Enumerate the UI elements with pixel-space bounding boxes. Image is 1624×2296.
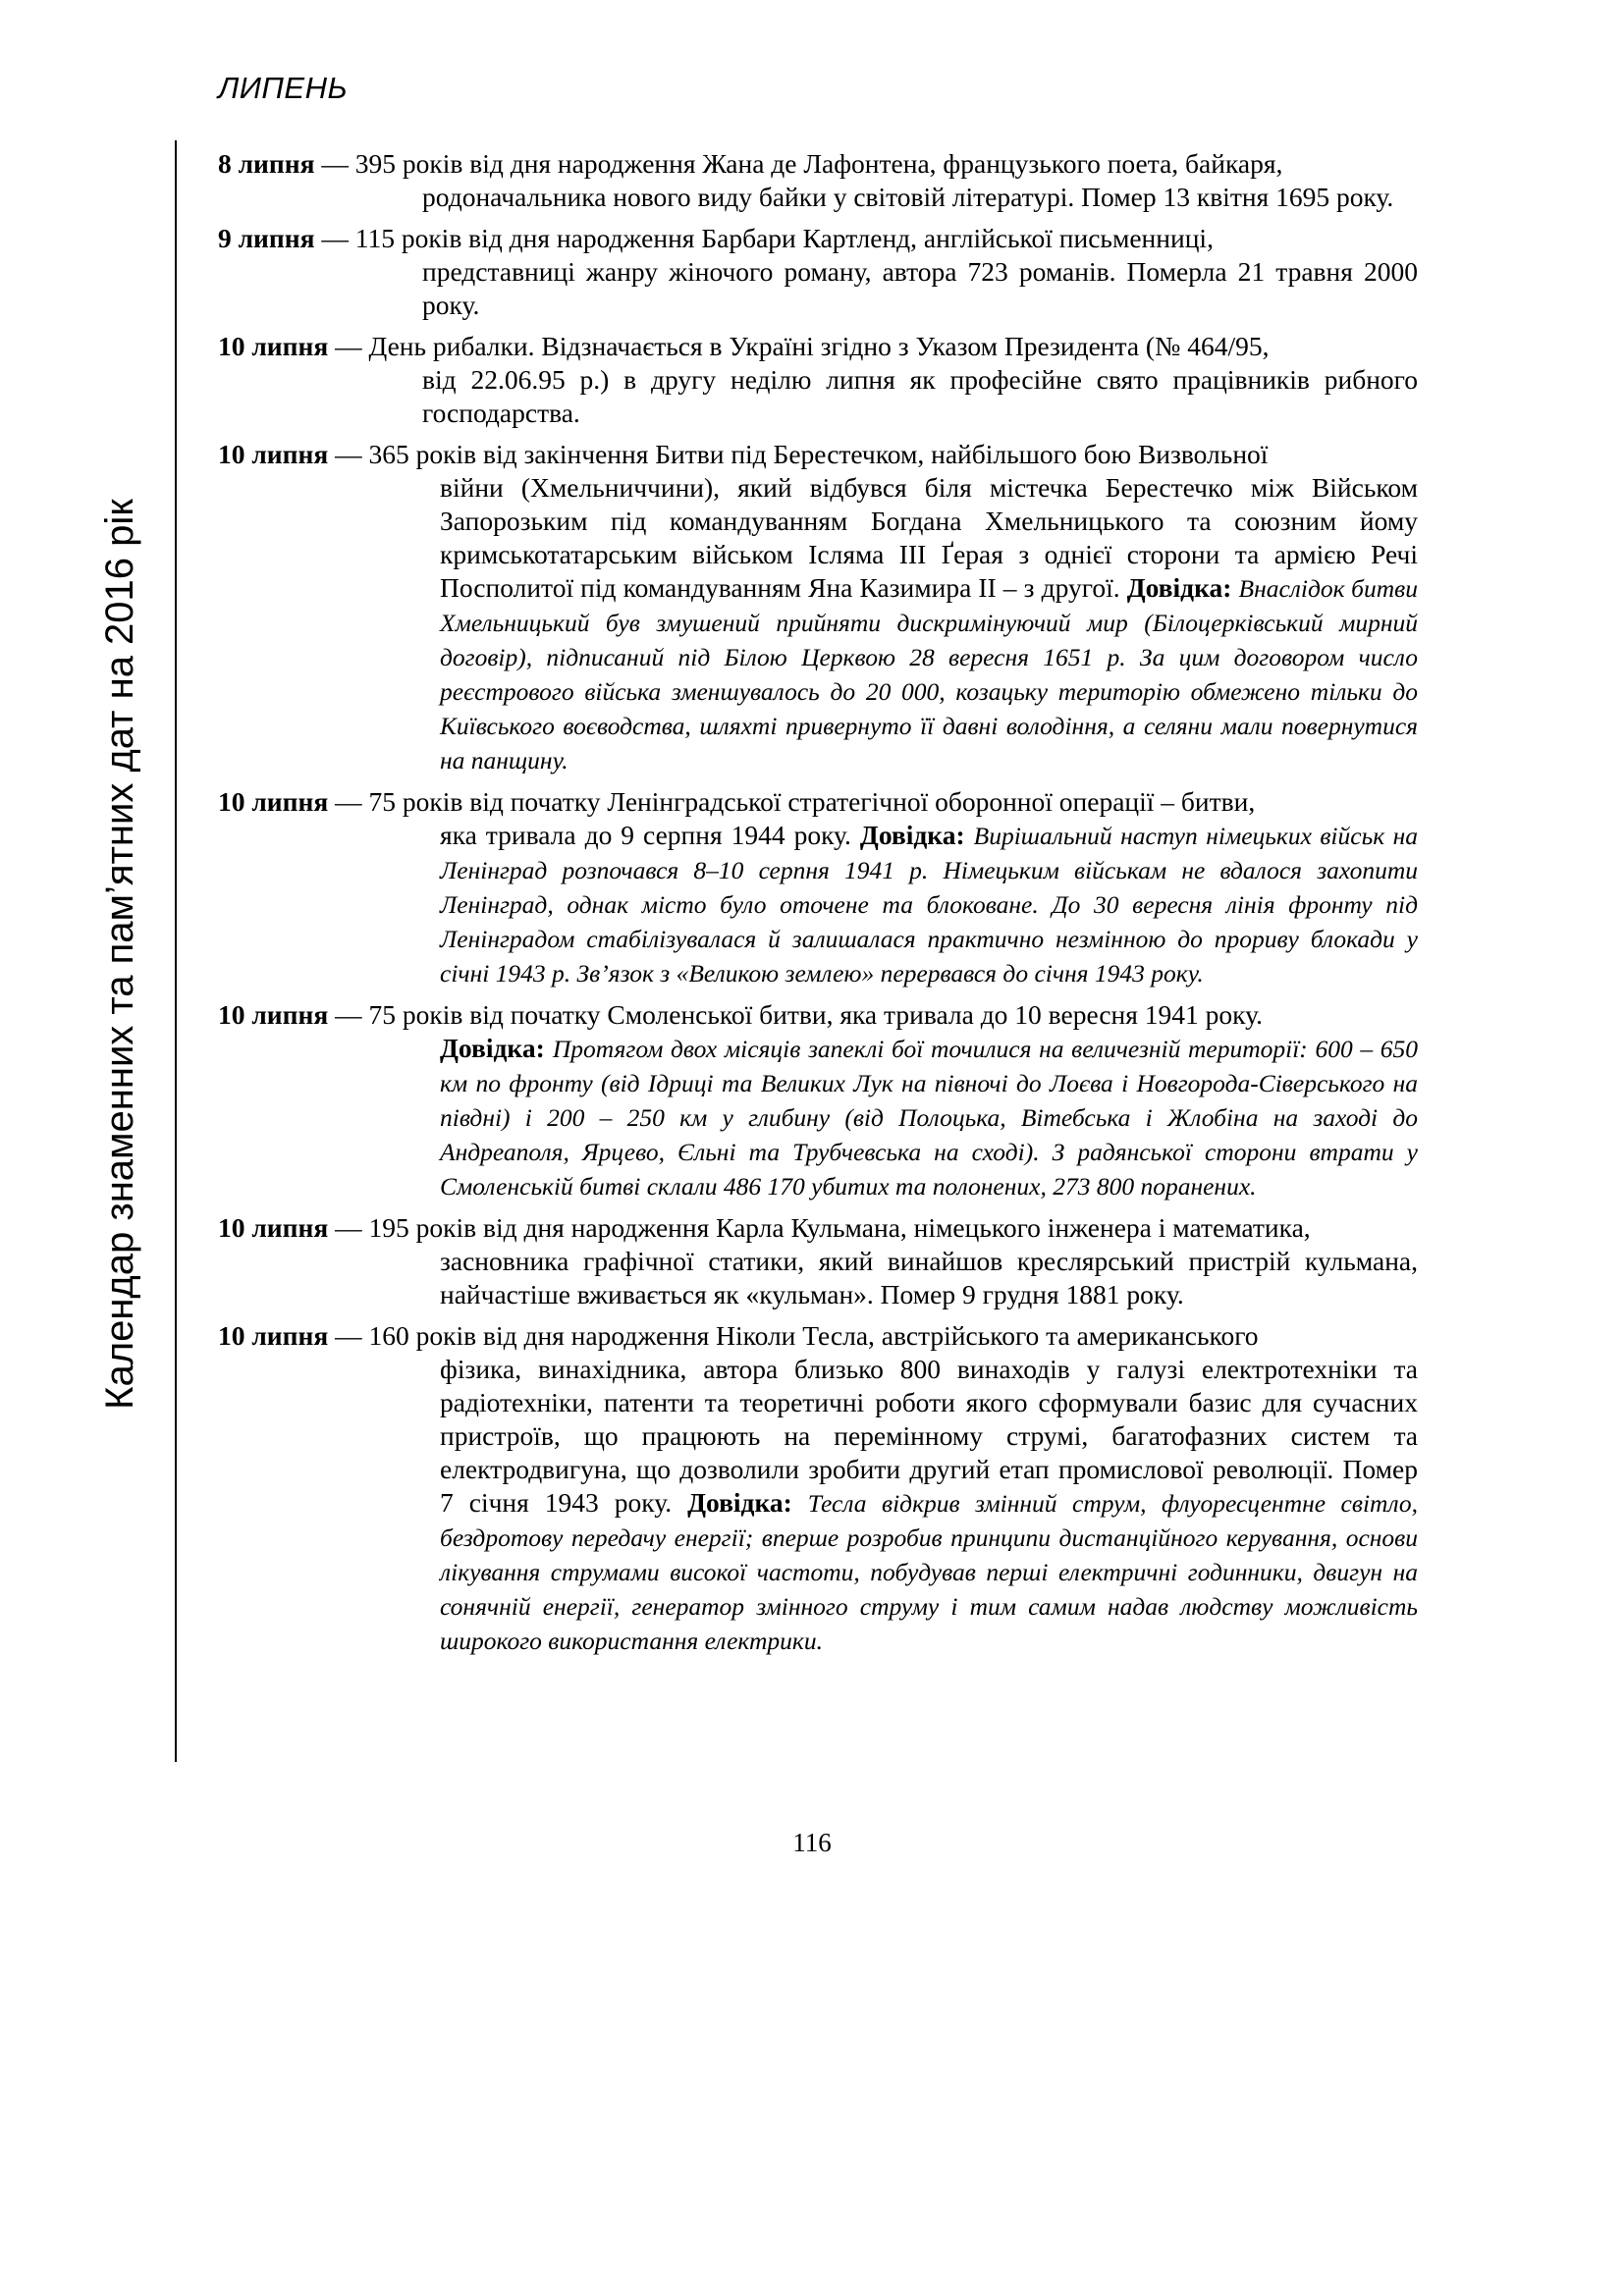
entry-lafontaine — [218, 147, 1418, 214]
entry-continuation — [218, 181, 1418, 214]
entry-date: 10 липня — [218, 439, 329, 469]
note-text: Внаслідок битви Хмельницький був змушений прийняти дискримінуючий мир (Білоцерківський мирний договір), підписаний під Білою Церквою 28 вересня 1651 р. За цим договором число реєстрового війська зменшувалось до 20 000, козацьку територію обмежено тільки до Київського воєводства, шляхті привернуто її давні володіння, а селяни мали повернутися на панщину. — [440, 574, 1418, 774]
entry-date: 10 липня — [218, 1320, 329, 1351]
entry-text: від 22.06.95 р.) в другу неділю липня як професійне свято працівників рибного господарства. — [422, 364, 1418, 428]
note-label: Довідка: — [1126, 572, 1232, 603]
entry-text: родоначальника нового виду байки у світовій літературі. Помер 13 квітня 1695 року. — [422, 182, 1394, 212]
entry-date: 10 липня — [218, 331, 329, 361]
note-text: Протягом двох місяців запеклі бої точилися на величезній території: 600 – 650 км по фронту (від Ідриці та Великих Лук на півночі до Лоєва і Новгорода-Сіверського на півдні) і 200 – 250 км у глибину (від Полоцька, Вітебська і Жлобіна на заході до Андреаполя, Ярцево, Єльні та Трубчевська на сході). З радянської сторони втрати у Смоленській битві склали 486 170 убитих та полонених, 273 800 поранених. — [440, 1035, 1418, 1201]
entry-date: 10 липня — [218, 999, 329, 1030]
entry-smolensk — [218, 998, 1418, 1203]
entry-separator: — — [328, 999, 369, 1030]
entry-first-line: 395 років від дня народження Жана де Лафонтена, французького поета, байкаря, — [354, 148, 1283, 179]
entry-text: фізика, винахідника, автора близько 800 винаходів у галузі електротехніки та радіотехніки, патенти та теоретичні роботи якого сформували базис для сучасних пристроїв, що працюють на перемінному струмі, багатофазних систем та електродвигуна, що дозволили зробити другий етап промислової революції. Помер 7 січня 1943 року. — [440, 1354, 1418, 1518]
note-label: Довідка: — [859, 820, 965, 850]
note-text: Тесла відкрив змінний струм, флуоресцентне світло, бездротову передачу енергії; вперше розробив принципи дистанційного керування, основи лікування струмами високої частоти, побудував перші електричні годинники, двигун на сонячній енергії, генератор змінного струму і тим самим надав людству можливість широкого використання електрики. — [440, 1489, 1419, 1655]
entry-text: яка тривала до 9 серпня 1944 року. — [440, 820, 851, 850]
entry-continuation — [218, 363, 1418, 430]
entry-continuation — [218, 1353, 1418, 1658]
entry-date: 10 липня — [218, 786, 329, 817]
entry-date: 10 липня — [218, 1212, 329, 1243]
note-label: Довідка: — [440, 1033, 545, 1063]
note-text: Вирішальний наступ німецьких військ на Ленінград розпочався 8–10 серпня 1941 р. Німецьким військам не вдалося захопити Ленінград, однак місто було оточене та блоковане. До 30 вересня лінія фронту під Ленінградом стабілізувалася й залишалася практично незмінною до прориву блокади у січні 1943 р. Зв’язок з «Великою землею» перервався до січня 1943 року. — [440, 822, 1419, 988]
entry-separator: — — [328, 1212, 369, 1243]
entry-date: 8 липня — [218, 148, 315, 179]
entry-first-line: День рибалки. Відзначається в Україні згідно з Указом Президента (№ 464/95, — [368, 331, 1270, 361]
entry-text: представниці жанру жіночого роману, автора 723 романів. Померла 21 травня 2000 року. — [422, 256, 1418, 320]
entry-cartland — [218, 222, 1418, 322]
entry-separator: — — [328, 786, 369, 817]
entry-fisherman-day — [218, 330, 1418, 430]
entry-continuation — [218, 1245, 1418, 1311]
entry-continuation — [218, 1032, 1418, 1203]
entry-leningrad — [218, 785, 1418, 990]
entry-first-line: 365 років від закінчення Битви під Берестечком, найбільшого бою Визвольної — [368, 439, 1269, 469]
entry-tesla — [218, 1319, 1418, 1658]
entry-separator: — — [314, 223, 355, 253]
entry-text: засновника графічної статики, який винайшов креслярський пристрій кульмана, найчастіше вживається як «кульман». Помер 9 грудня 1881 року. — [440, 1246, 1418, 1309]
page-header-month: ЛИПЕНЬ — [218, 71, 349, 105]
entries-list — [218, 147, 1418, 1666]
note-label: Довідка: — [687, 1487, 792, 1518]
entry-continuation — [218, 471, 1418, 777]
entry-separator: — — [314, 148, 355, 179]
entry-first-line: 160 років від дня народження Ніколи Тесла, австрійського та американського — [368, 1320, 1259, 1351]
entry-date: 9 липня — [218, 223, 315, 253]
entry-separator: — — [328, 331, 369, 361]
entry-berestechko — [218, 438, 1418, 777]
entry-continuation — [218, 819, 1418, 990]
entry-separator: — — [328, 439, 369, 469]
margin-rule — [175, 140, 177, 1762]
entry-first-line: 195 років від дня народження Карла Кульмана, німецького інженера і математика, — [368, 1212, 1311, 1243]
entry-first-line: 115 років від дня народження Барбари Картленд, англійської письменниці, — [354, 223, 1214, 253]
page-number: 116 — [792, 1828, 832, 1857]
entry-first-line: 75 років від початку Смоленської битви, яка тривала до 10 вересня 1941 року. — [368, 999, 1264, 1030]
entry-culmann — [218, 1211, 1418, 1311]
side-running-title: Календар знаменних та пам’ятних дат на 2016 рік — [98, 499, 141, 1410]
entry-continuation — [218, 255, 1418, 322]
entry-separator: — — [328, 1320, 369, 1351]
entry-text: війни (Хмельниччини), який відбувся біля містечка Берестечко між Військом Запорозьким під командуванням Богдана Хмельницького та союзним йому кримськотатарським військом Ісляма ІІІ Ґерая з однієї сторони та армією Речі Посполитої під командуванням Яна Казимира ІІ – з другої. — [440, 472, 1418, 603]
entry-first-line: 75 років від початку Ленінградської стратегічної оборонної операції – битви, — [368, 786, 1256, 817]
